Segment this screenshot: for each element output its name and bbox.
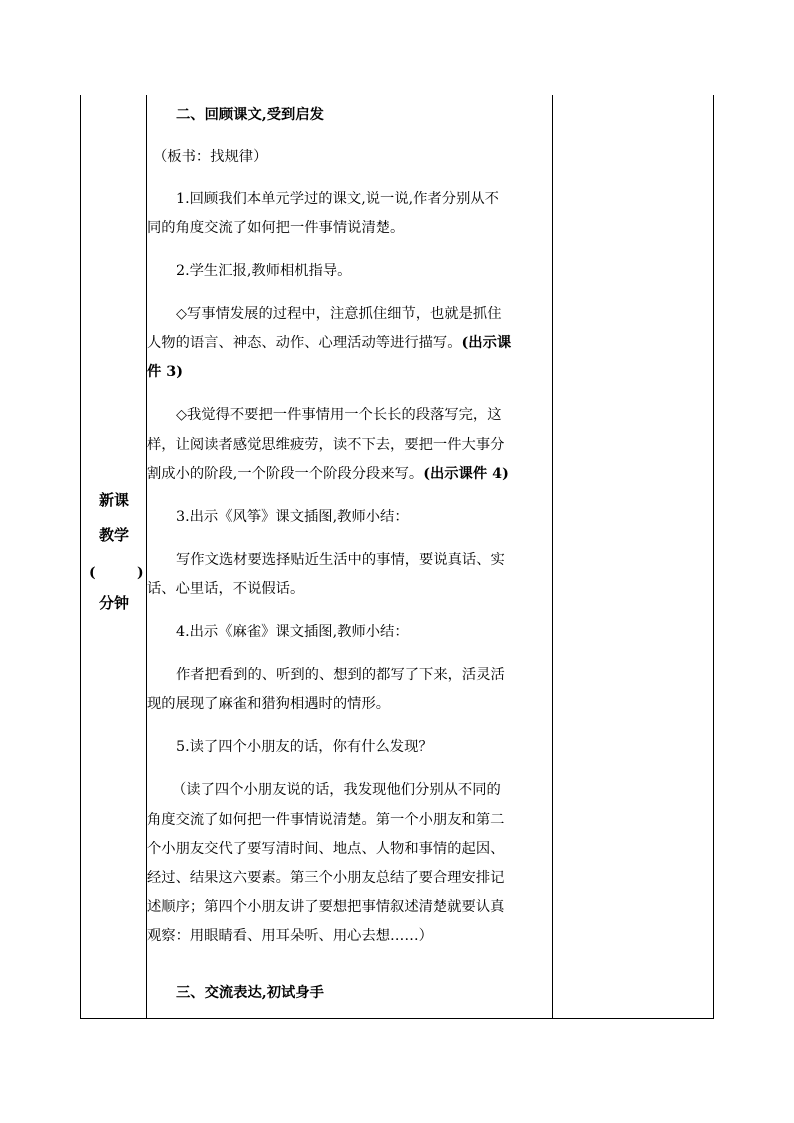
heading-review-text: 二、回顾课文,受到启发 xyxy=(176,107,324,123)
p2-line1: ◇我觉得不要把一件事情用一个长长的段落写完，这 xyxy=(176,407,502,423)
item1-line2: 同的角度交流了如何把一件事情说清楚。 xyxy=(147,220,405,236)
item3: 3.出示《风筝》课文插图,教师小结： xyxy=(176,509,409,525)
p5-line2: 角度交流了如何把一件事情说清楚。第一个小朋友和第二 xyxy=(147,812,505,828)
minutes-paren-close: ) xyxy=(137,565,144,581)
content-cell xyxy=(147,95,553,1019)
p1-line2 xyxy=(147,334,511,352)
p1-line1: ◇写事情发展的过程中，注意抓住细节，也就是抓住 xyxy=(176,306,502,322)
heading-exchange-text: 三、交流表达,初试身手 xyxy=(176,985,324,1001)
p3-line1: 写作文选材要选择贴近生活中的事情，要说真话、实 xyxy=(176,552,505,568)
p4-line2: 现的展现了麻雀和猎狗相遇时的情形。 xyxy=(147,696,391,712)
item5: 5.读了四个小朋友的话，你有什么发现？ xyxy=(176,739,433,755)
section-label-line2: 教学 xyxy=(98,526,129,544)
p5-line1: （读了四个小朋友说的话，我发现他们分别从不同的 xyxy=(172,782,501,798)
p1-line2-text: 人物的语言、神态、动作、心理活动等进行描写。 xyxy=(147,335,462,351)
p2-courseware-ref: (出示课件 4) xyxy=(423,466,509,482)
item1-line1: 1.回顾我们本单元学过的课文,说一说,作者分别从不 xyxy=(176,191,499,207)
blackboard-note: （板书：找规律） xyxy=(153,149,268,165)
p5-line6: 观察：用眼睛看、用耳朵听、用心去想……） xyxy=(147,928,433,944)
p1-line3: 件 3) xyxy=(147,364,183,380)
p2-line3 xyxy=(147,465,509,483)
section-label-line1: 新课 xyxy=(98,491,129,509)
lesson-plan-table xyxy=(80,95,714,1019)
section-label-cell xyxy=(81,95,147,1019)
p5-line5: 述顺序；第四个小朋友讲了要想把事情叙述清楚就要认真 xyxy=(147,899,505,915)
p3-line2: 话、心里话，不说假话。 xyxy=(147,581,305,597)
p2-line3-text: 割成小的阶段,一个阶段一个阶段分段来写。 xyxy=(147,466,424,482)
section-label-minutes: 分钟 xyxy=(98,594,129,612)
p1-courseware-ref: (出示课 xyxy=(461,335,512,351)
notes-cell xyxy=(553,95,714,1019)
p5-line4: 经过、结果这六要素。第三个小朋友总结了要合理安排记 xyxy=(147,870,505,886)
minutes-paren-open: ( xyxy=(89,565,96,581)
item2: 2.学生汇报,教师相机指导。 xyxy=(176,263,352,279)
p4-line1: 作者把看到的、听到的、想到的都写了下来，活灵活 xyxy=(176,667,505,683)
p2-line2: 样，让阅读者感觉思维疲劳，读不下去，要把一件大事分 xyxy=(147,437,505,453)
item4: 4.出示《麻雀》课文插图,教师小结： xyxy=(176,624,409,640)
p5-line3: 个小朋友交代了要写清时间、地点、人物和事情的起因、 xyxy=(147,841,505,857)
